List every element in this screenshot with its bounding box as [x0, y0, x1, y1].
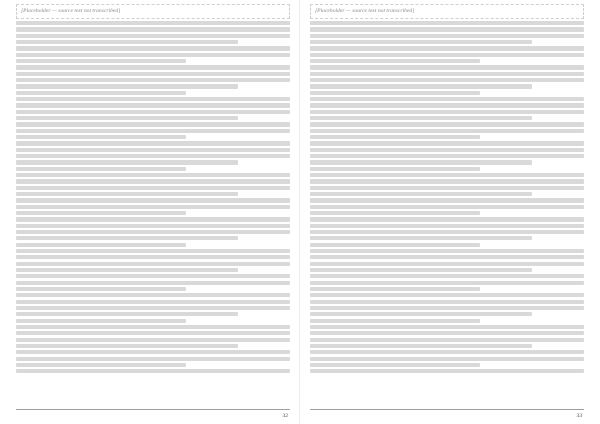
text-line-placeholder: [310, 198, 584, 202]
text-line-placeholder: [310, 211, 480, 215]
text-line-placeholder: [310, 53, 584, 57]
text-line-placeholder: [310, 78, 584, 82]
text-line-placeholder: [310, 274, 584, 278]
text-line-placeholder: [310, 325, 584, 329]
text-line-placeholder: [310, 154, 584, 158]
text-line-placeholder: [310, 135, 480, 139]
text-line-placeholder: [16, 300, 290, 304]
text-line-placeholder: [16, 179, 290, 183]
text-line-placeholder: [310, 34, 584, 38]
text-line-placeholder: [310, 300, 584, 304]
right-page-placeholder: [Placeholder — source text not transcribed]: [310, 4, 584, 19]
text-line-placeholder: [310, 312, 532, 316]
text-line-placeholder: [16, 78, 290, 82]
left-page-placeholder: [Placeholder — source text not transcribed]: [16, 4, 290, 19]
text-line-placeholder: [16, 350, 290, 354]
text-line-placeholder: [16, 122, 290, 126]
text-line-placeholder: [310, 357, 584, 361]
text-line-placeholder: [310, 65, 584, 69]
text-line-placeholder: [16, 274, 290, 278]
text-line-placeholder: [310, 129, 584, 133]
text-line-placeholder: [16, 331, 290, 335]
text-line-placeholder: [310, 344, 532, 348]
text-line-placeholder: [310, 91, 480, 95]
text-line-placeholder: [310, 255, 584, 259]
text-line-placeholder: [310, 40, 532, 44]
text-line-placeholder: [16, 91, 186, 95]
text-line-placeholder: [16, 21, 290, 25]
text-line-placeholder: [16, 116, 238, 120]
text-line-placeholder: [310, 122, 584, 126]
text-line-placeholder: [16, 192, 238, 196]
text-line-placeholder: [310, 306, 584, 310]
text-line-placeholder: [310, 46, 584, 50]
text-line-placeholder: [16, 369, 290, 373]
text-line-placeholder: [310, 59, 480, 63]
left-page-text: [16, 4, 290, 388]
text-line-placeholder: [310, 268, 532, 272]
text-line-placeholder: [16, 154, 290, 158]
text-line-placeholder: [310, 249, 584, 253]
text-line-placeholder: [310, 167, 480, 171]
text-line-placeholder: [16, 148, 290, 152]
text-line-placeholder: [310, 230, 584, 234]
text-line-placeholder: [16, 217, 290, 221]
text-line-placeholder: [16, 325, 290, 329]
text-line-placeholder: [16, 65, 290, 69]
text-line-placeholder: [16, 205, 290, 209]
text-line-placeholder: [16, 319, 186, 323]
text-line-placeholder: [310, 110, 584, 114]
text-line-placeholder: [310, 97, 584, 101]
text-line-placeholder: [310, 287, 480, 291]
text-line-placeholder: [16, 287, 186, 291]
text-line-placeholder: [310, 369, 584, 373]
text-line-placeholder: [310, 331, 584, 335]
text-line-placeholder: [16, 211, 186, 215]
text-line-placeholder: [310, 186, 584, 190]
left-footer-rule: [16, 409, 290, 410]
text-line-placeholder: [16, 243, 186, 247]
text-line-placeholder: [16, 110, 290, 114]
text-line-placeholder: [310, 160, 532, 164]
text-line-placeholder: [16, 306, 290, 310]
text-line-placeholder: [310, 148, 584, 152]
text-line-placeholder: [16, 160, 238, 164]
text-line-placeholder: [310, 116, 532, 120]
text-line-placeholder: [16, 363, 186, 367]
right-page-number: 33: [576, 413, 582, 419]
text-line-placeholder: [16, 224, 290, 228]
text-line-placeholder: [16, 255, 290, 259]
text-line-placeholder: [16, 97, 290, 101]
text-line-placeholder: [310, 192, 532, 196]
text-line-placeholder: [310, 224, 584, 228]
text-line-placeholder: [16, 357, 290, 361]
left-line-block: [16, 21, 290, 373]
text-line-placeholder: [310, 293, 584, 297]
text-line-placeholder: [16, 338, 290, 342]
text-line-placeholder: [310, 262, 584, 266]
text-line-placeholder: [310, 350, 584, 354]
text-line-placeholder: [16, 198, 290, 202]
right-line-block: [310, 21, 584, 373]
text-line-placeholder: [16, 46, 290, 50]
text-line-placeholder: [16, 249, 290, 253]
text-line-placeholder: [310, 141, 584, 145]
text-line-placeholder: [16, 53, 290, 57]
text-line-placeholder: [310, 281, 584, 285]
text-line-placeholder: [310, 103, 584, 107]
text-line-placeholder: [16, 167, 186, 171]
text-line-placeholder: [310, 84, 532, 88]
text-line-placeholder: [16, 103, 290, 107]
text-line-placeholder: [16, 236, 238, 240]
text-line-placeholder: [310, 363, 480, 367]
text-line-placeholder: [16, 281, 290, 285]
right-footer-rule: [310, 409, 584, 410]
text-line-placeholder: [16, 293, 290, 297]
text-line-placeholder: [16, 72, 290, 76]
text-line-placeholder: [310, 338, 584, 342]
text-line-placeholder: [16, 40, 238, 44]
text-line-placeholder: [16, 135, 186, 139]
text-line-placeholder: [16, 84, 238, 88]
text-line-placeholder: [310, 243, 480, 247]
text-line-placeholder: [16, 141, 290, 145]
text-line-placeholder: [16, 129, 290, 133]
left-page-number: 32: [282, 413, 288, 419]
text-line-placeholder: [310, 179, 584, 183]
text-line-placeholder: [16, 34, 290, 38]
right-page-text: [310, 4, 584, 388]
text-line-placeholder: [16, 268, 238, 272]
text-line-placeholder: [310, 72, 584, 76]
text-line-placeholder: [310, 319, 480, 323]
text-line-placeholder: [310, 236, 532, 240]
text-line-placeholder: [16, 344, 238, 348]
text-line-placeholder: [16, 312, 238, 316]
text-line-placeholder: [310, 173, 584, 177]
text-line-placeholder: [16, 230, 290, 234]
text-line-placeholder: [16, 186, 290, 190]
text-line-placeholder: [310, 21, 584, 25]
text-line-placeholder: [16, 173, 290, 177]
text-line-placeholder: [310, 217, 584, 221]
text-line-placeholder: [16, 27, 290, 31]
text-line-placeholder: [16, 262, 290, 266]
text-line-placeholder: [16, 59, 186, 63]
text-line-placeholder: [310, 205, 584, 209]
right-page: [300, 0, 600, 424]
text-line-placeholder: [310, 27, 584, 31]
